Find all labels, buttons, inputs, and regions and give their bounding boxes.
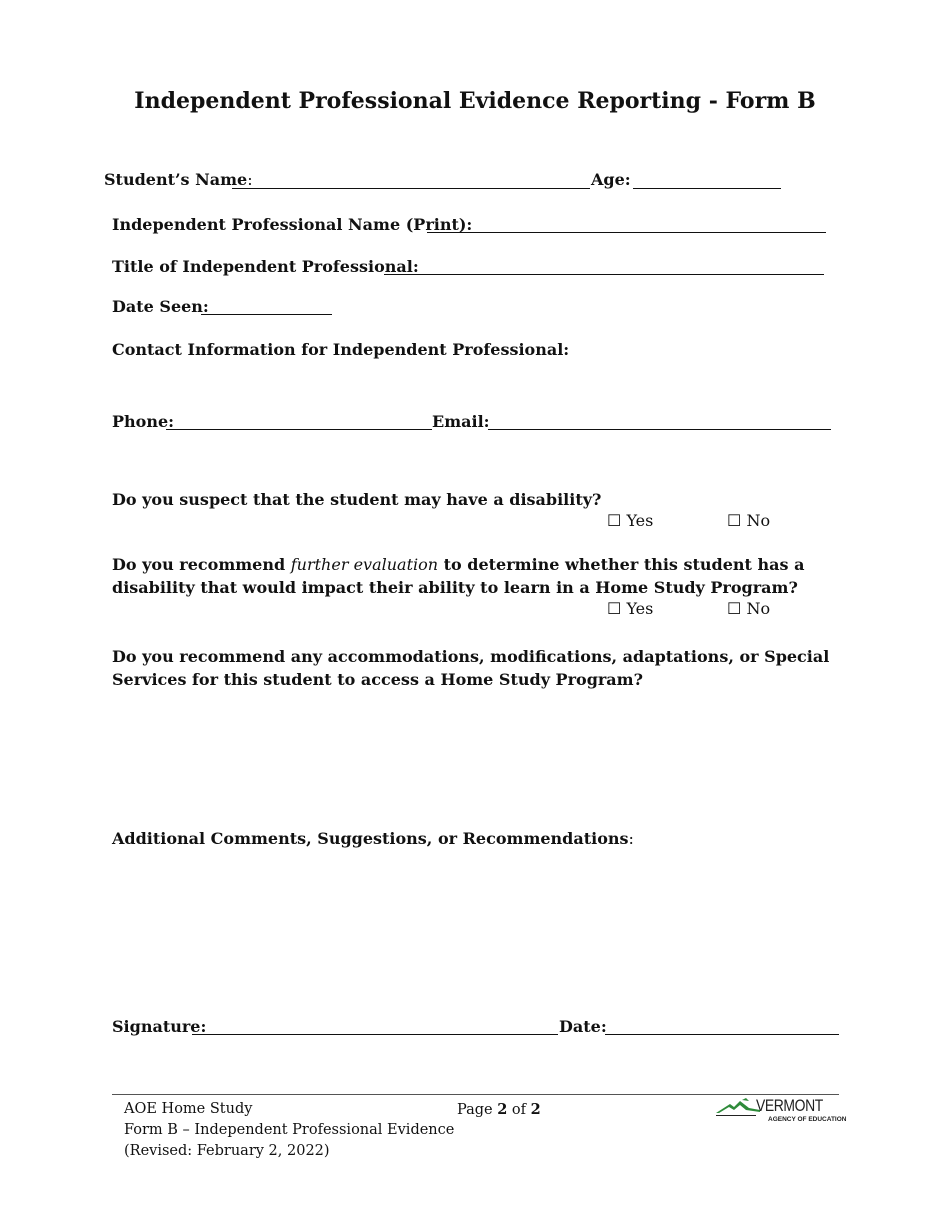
page-number	[457, 1099, 541, 1121]
q2-yes-option[interactable]	[607, 599, 653, 618]
age-input-line[interactable]	[633, 188, 781, 189]
q2-text-before: Do you recommend	[112, 555, 291, 574]
signature-input-line[interactable]	[192, 1034, 558, 1035]
date-seen-label: Date Seen:	[112, 297, 209, 316]
student-name-colon: :	[247, 170, 253, 189]
q2-italic-text: further evaluation	[290, 555, 439, 574]
checkbox-icon[interactable]: ☐	[727, 599, 742, 618]
professional-title-label: Title of Independent Professional:	[112, 257, 419, 276]
page-word: Page	[457, 1102, 498, 1118]
no-label: No	[746, 511, 771, 530]
phone-input-line[interactable]	[166, 429, 432, 430]
professional-name-label: Independent Professional Name (Print):	[112, 215, 473, 234]
footer-line-1: AOE Home Study	[124, 1101, 253, 1117]
footer-divider	[112, 1094, 839, 1095]
email-label: Email:	[432, 412, 490, 431]
yes-label: Yes	[626, 599, 654, 618]
footer-line-2: Form B – Independent Professional Evidence	[124, 1122, 455, 1138]
footer-info	[124, 1099, 454, 1162]
date-input-line[interactable]	[605, 1034, 839, 1035]
checkbox-icon[interactable]: ☐	[607, 599, 622, 618]
q2-text-after: to determine whether this student has a disability that would impact their ability to learn in a Home Study Program?	[112, 555, 805, 597]
form-title: Independent Professional Evidence Reporting - Form B	[134, 88, 816, 114]
contact-info-heading: Contact Information for Independent Professional:	[112, 340, 570, 359]
student-name-text: Student’s Name	[104, 170, 248, 189]
page-total: 2	[530, 1101, 541, 1118]
additional-comments-colon: :	[628, 829, 634, 848]
yes-label: Yes	[626, 511, 654, 530]
additional-comments-text: Additional Comments, Suggestions, or Recommendations	[112, 829, 629, 848]
date-seen-input-line[interactable]	[201, 314, 332, 315]
email-input-line[interactable]	[488, 429, 831, 430]
q1-yes-option[interactable]	[607, 511, 653, 530]
logo-main-text: VERMONT	[756, 1096, 823, 1115]
student-name-input-line[interactable]	[232, 188, 590, 189]
accommodations-response-area[interactable]	[112, 700, 839, 810]
professional-name-input-line[interactable]	[427, 232, 826, 233]
signature-label: Signature:	[112, 1017, 207, 1036]
additional-comments-label	[112, 829, 634, 848]
page-of: of	[507, 1102, 531, 1118]
logo-underline	[716, 1115, 756, 1116]
age-label: Age:	[591, 170, 631, 189]
page-current: 2	[497, 1101, 508, 1118]
mountain-icon	[716, 1098, 760, 1114]
date-label: Date:	[559, 1017, 607, 1036]
phone-label: Phone:	[112, 412, 175, 431]
q2-no-option[interactable]	[727, 599, 770, 618]
q1-no-option[interactable]	[727, 511, 770, 530]
question-further-evaluation	[112, 553, 832, 599]
student-name-label	[104, 170, 253, 189]
logo-sub-text: AGENCY OF EDUCATION	[768, 1116, 847, 1123]
checkbox-icon[interactable]: ☐	[727, 511, 742, 530]
checkbox-icon[interactable]: ☐	[607, 511, 622, 530]
question-suspect-disability: Do you suspect that the student may have a disability?	[112, 490, 602, 509]
question-accommodations: Do you recommend any accommodations, modifications, adaptations, or Special Services for this student to access a Home Study Program?	[112, 647, 830, 689]
vermont-aoe-logo	[716, 1096, 847, 1126]
no-label: No	[746, 599, 771, 618]
footer-line-3: (Revised: February 2, 2022)	[124, 1143, 330, 1159]
comments-response-area[interactable]	[112, 860, 839, 1000]
professional-title-input-line[interactable]	[384, 274, 824, 275]
